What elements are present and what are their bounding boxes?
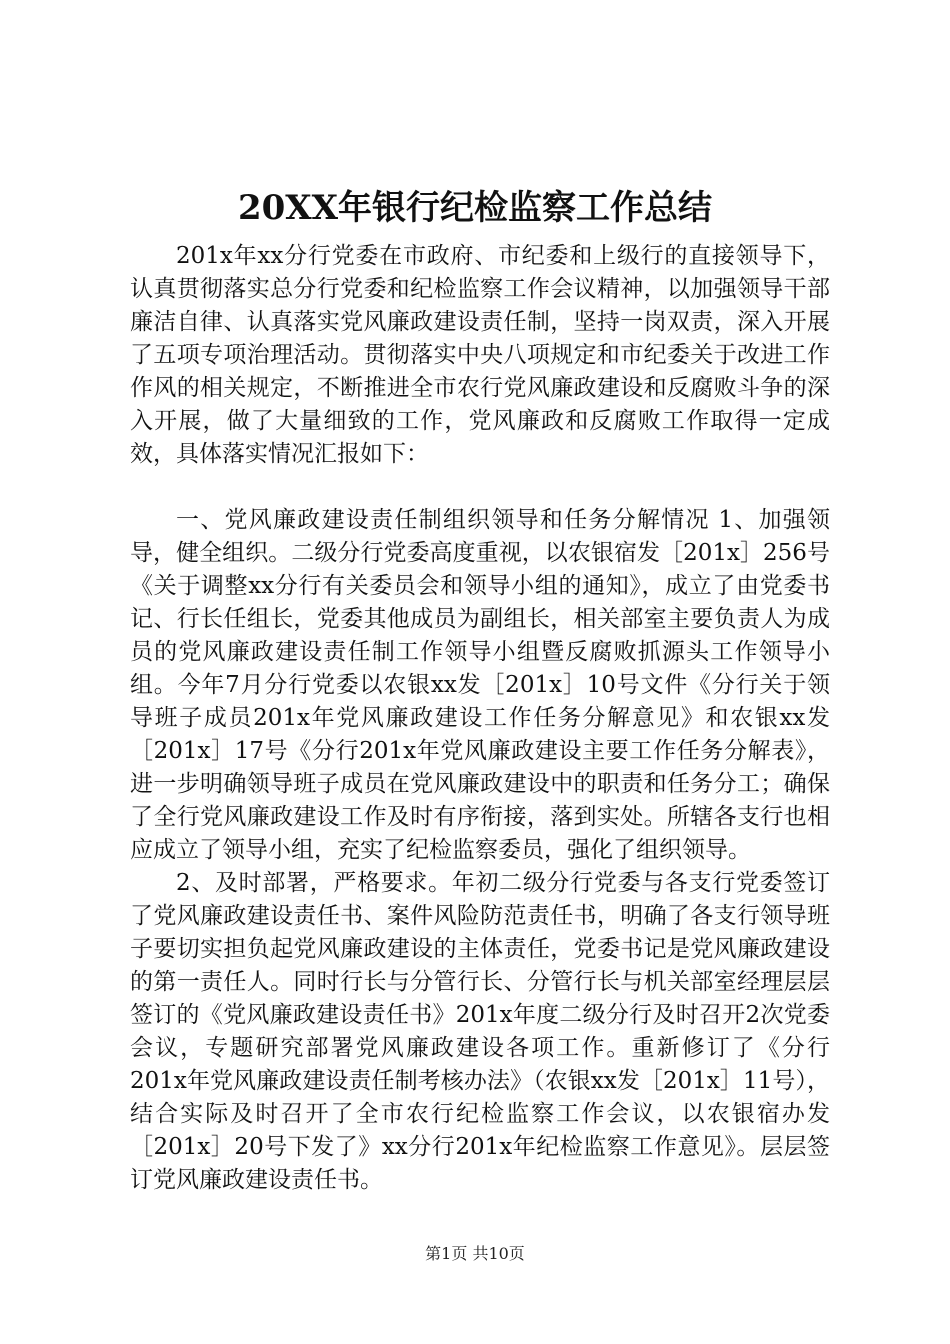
document-title: 20XX年银行纪检监察工作总结 xyxy=(237,188,713,228)
section-one-paragraph: 一、党风廉政建设责任制组织领导和任务分解情况 1、加强领导，健全组织。二级分行党委高度重视，以农银宿发［201x］256号《关于调整xx分行有关委员会和领导小组的通知》，成立了由党委书记、行长任组长，党委其他成员为副组长，相关部室主要负责人为成员的党风廉政建设责任制工作领导小组暨反腐败抓源头工作领导小组。今年7月分行党委以农银xx发［201x］10号文件《分行关于领导班子成员201x年党风廉政建设工作任务分解意见》和农银xx发［201x］17号《分行201x年党风廉政建设主要工作任务分解表》，进一步明确领导班子成员在党风廉政建设中的职责和任务分工；确保了全行党风廉政建设工作及时有序衔接，落到实处。所辖各支行也相应成立了领导小组，充实了纪检监察委员，强化了组织领导。 xyxy=(130,507,830,863)
page-number-footer: 第1页 共10页 xyxy=(425,1244,525,1263)
intro-paragraph: 201x年xx分行党委在市政府、市纪委和上级行的直接领导下，认真贯彻落实总分行党委和纪检监察工作会议精神，以加强领导干部廉洁自律、认真落实党风廉政建设责任制，坚持一岗双责，深入开展了五项专项治理活动。贯彻落实中央八项规定和市纪委关于改进工作作风的相关规定，不断推进全市农行党风廉政建设和反腐败斗争的深入开展，做了大量细致的工作，党风廉政和反腐败工作取得一定成效，具体落实情况汇报如下： xyxy=(130,243,830,467)
section-two-paragraph: 2、及时部署，严格要求。年初二级分行党委与各支行党委签订了党风廉政建设责任书、案件风险防范责任书，明确了各支行领导班子要切实担负起党风廉政建设的主体责任，党委书记是党风廉政建设的第一责任人。同时行长与分管行长、分管行长与机关部室经理层层签订的《党风廉政建设责任书》201x年度二级分行及时召开2次党委会议，专题研究部署党风廉政建设各项工作。重新修订了《分行201x年党风廉政建设责任制考核办法》（农银xx发［201x］11号），结合实际及时召开了全市农行纪检监察工作会议，以农银宿办发［201x］20号下发了》xx分行201x年纪检监察工作意见》。层层签订党风廉政建设责任书。 xyxy=(130,870,830,1193)
document-body xyxy=(130,240,830,1197)
